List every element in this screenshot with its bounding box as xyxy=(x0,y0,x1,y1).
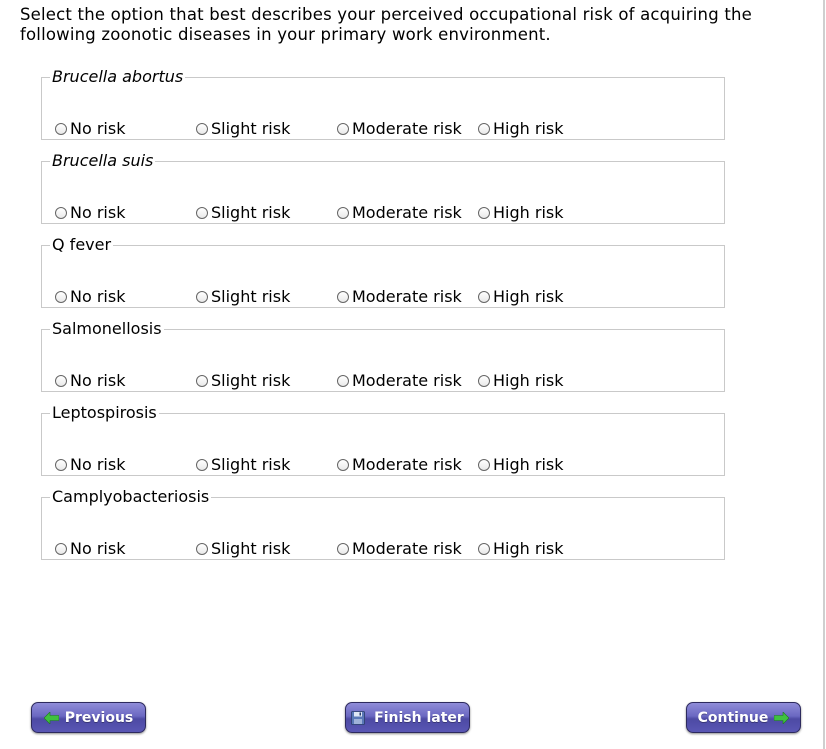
option-row xyxy=(55,539,715,559)
option-label: High risk xyxy=(493,119,564,138)
option-label: No risk xyxy=(70,119,126,138)
radio-high-risk[interactable] xyxy=(478,287,563,307)
previous-label: Previous xyxy=(64,709,134,726)
radio-circle[interactable] xyxy=(196,375,208,387)
risk-group-salmonellosis xyxy=(41,320,725,392)
option-label: Moderate risk xyxy=(352,371,462,390)
group-legend: Camplyobacteriosis xyxy=(52,487,210,506)
previous-button[interactable] xyxy=(31,702,146,733)
group-legend: Salmonellosis xyxy=(52,319,162,338)
radio-high-risk[interactable] xyxy=(478,371,563,391)
radio-no-risk[interactable] xyxy=(55,539,125,559)
risk-groups xyxy=(41,68,725,572)
risk-group-leptospirosis xyxy=(41,404,725,476)
option-label: Slight risk xyxy=(211,371,291,390)
floppy-disk-icon xyxy=(351,711,365,725)
risk-group-q-fever xyxy=(41,236,725,308)
option-label: Moderate risk xyxy=(352,287,462,306)
radio-moderate-risk[interactable] xyxy=(337,455,462,475)
radio-circle[interactable] xyxy=(55,291,67,303)
arrow-right-icon xyxy=(774,712,789,724)
radio-no-risk[interactable] xyxy=(55,119,125,139)
radio-no-risk[interactable] xyxy=(55,455,125,475)
radio-circle[interactable] xyxy=(478,375,490,387)
continue-label: Continue xyxy=(697,709,769,726)
option-row xyxy=(55,119,715,139)
option-label: Slight risk xyxy=(211,287,291,306)
radio-no-risk[interactable] xyxy=(55,371,125,391)
continue-button[interactable] xyxy=(686,702,801,733)
finish-later-button[interactable] xyxy=(345,702,470,733)
option-label: High risk xyxy=(493,455,564,474)
risk-group-camplyobacteriosis xyxy=(41,488,725,560)
radio-moderate-risk[interactable] xyxy=(337,539,462,559)
option-label: Slight risk xyxy=(211,455,291,474)
radio-circle[interactable] xyxy=(478,543,490,555)
radio-high-risk[interactable] xyxy=(478,539,563,559)
option-row xyxy=(55,371,715,391)
radio-slight-risk[interactable] xyxy=(196,371,290,391)
option-label: Moderate risk xyxy=(352,455,462,474)
option-label: No risk xyxy=(70,371,126,390)
group-legend: Brucella abortus xyxy=(52,67,184,86)
radio-circle[interactable] xyxy=(196,543,208,555)
radio-circle[interactable] xyxy=(337,459,349,471)
option-label: High risk xyxy=(493,539,564,558)
option-row xyxy=(55,455,715,475)
option-label: Slight risk xyxy=(211,203,291,222)
option-label: High risk xyxy=(493,287,564,306)
radio-high-risk[interactable] xyxy=(478,455,563,475)
radio-circle[interactable] xyxy=(196,207,208,219)
option-row xyxy=(55,203,715,223)
group-legend: Q fever xyxy=(52,235,112,254)
radio-circle[interactable] xyxy=(196,291,208,303)
radio-circle[interactable] xyxy=(337,543,349,555)
question-text: Select the option that best describes your perceived occupational risk of acquiring the following zoonotic diseases in your primary work environment. xyxy=(20,5,752,44)
radio-high-risk[interactable] xyxy=(478,119,563,139)
radio-circle[interactable] xyxy=(478,207,490,219)
radio-circle[interactable] xyxy=(478,123,490,135)
option-label: High risk xyxy=(493,203,564,222)
option-label: Slight risk xyxy=(211,539,291,558)
radio-circle[interactable] xyxy=(337,207,349,219)
option-label: No risk xyxy=(70,539,126,558)
radio-slight-risk[interactable] xyxy=(196,455,290,475)
page-edge-divider xyxy=(823,0,825,749)
radio-circle[interactable] xyxy=(55,123,67,135)
option-row xyxy=(55,287,715,307)
option-label: Moderate risk xyxy=(352,203,462,222)
radio-moderate-risk[interactable] xyxy=(337,287,462,307)
radio-circle[interactable] xyxy=(55,543,67,555)
radio-moderate-risk[interactable] xyxy=(337,371,462,391)
arrow-left-icon xyxy=(44,712,59,724)
group-legend: Brucella suis xyxy=(52,151,154,170)
finish-later-label: Finish later xyxy=(374,709,464,726)
radio-no-risk[interactable] xyxy=(55,203,125,223)
option-label: Moderate risk xyxy=(352,119,462,138)
option-label: No risk xyxy=(70,287,126,306)
option-label: Moderate risk xyxy=(352,539,462,558)
option-label: No risk xyxy=(70,203,126,222)
group-legend: Leptospirosis xyxy=(52,403,157,422)
radio-no-risk[interactable] xyxy=(55,287,125,307)
radio-slight-risk[interactable] xyxy=(196,539,290,559)
radio-circle[interactable] xyxy=(196,459,208,471)
radio-high-risk[interactable] xyxy=(478,203,563,223)
radio-circle[interactable] xyxy=(337,291,349,303)
risk-group-brucella-suis xyxy=(41,152,725,224)
radio-circle[interactable] xyxy=(55,207,67,219)
radio-slight-risk[interactable] xyxy=(196,119,290,139)
risk-group-brucella-abortus xyxy=(41,68,725,140)
radio-circle[interactable] xyxy=(478,291,490,303)
radio-circle[interactable] xyxy=(337,375,349,387)
option-label: No risk xyxy=(70,455,126,474)
radio-moderate-risk[interactable] xyxy=(337,203,462,223)
radio-moderate-risk[interactable] xyxy=(337,119,462,139)
radio-circle[interactable] xyxy=(337,123,349,135)
radio-circle[interactable] xyxy=(55,459,67,471)
option-label: Slight risk xyxy=(211,119,291,138)
option-label: High risk xyxy=(493,371,564,390)
radio-circle[interactable] xyxy=(55,375,67,387)
radio-slight-risk[interactable] xyxy=(196,203,290,223)
radio-slight-risk[interactable] xyxy=(196,287,290,307)
radio-circle[interactable] xyxy=(478,459,490,471)
radio-circle[interactable] xyxy=(196,123,208,135)
